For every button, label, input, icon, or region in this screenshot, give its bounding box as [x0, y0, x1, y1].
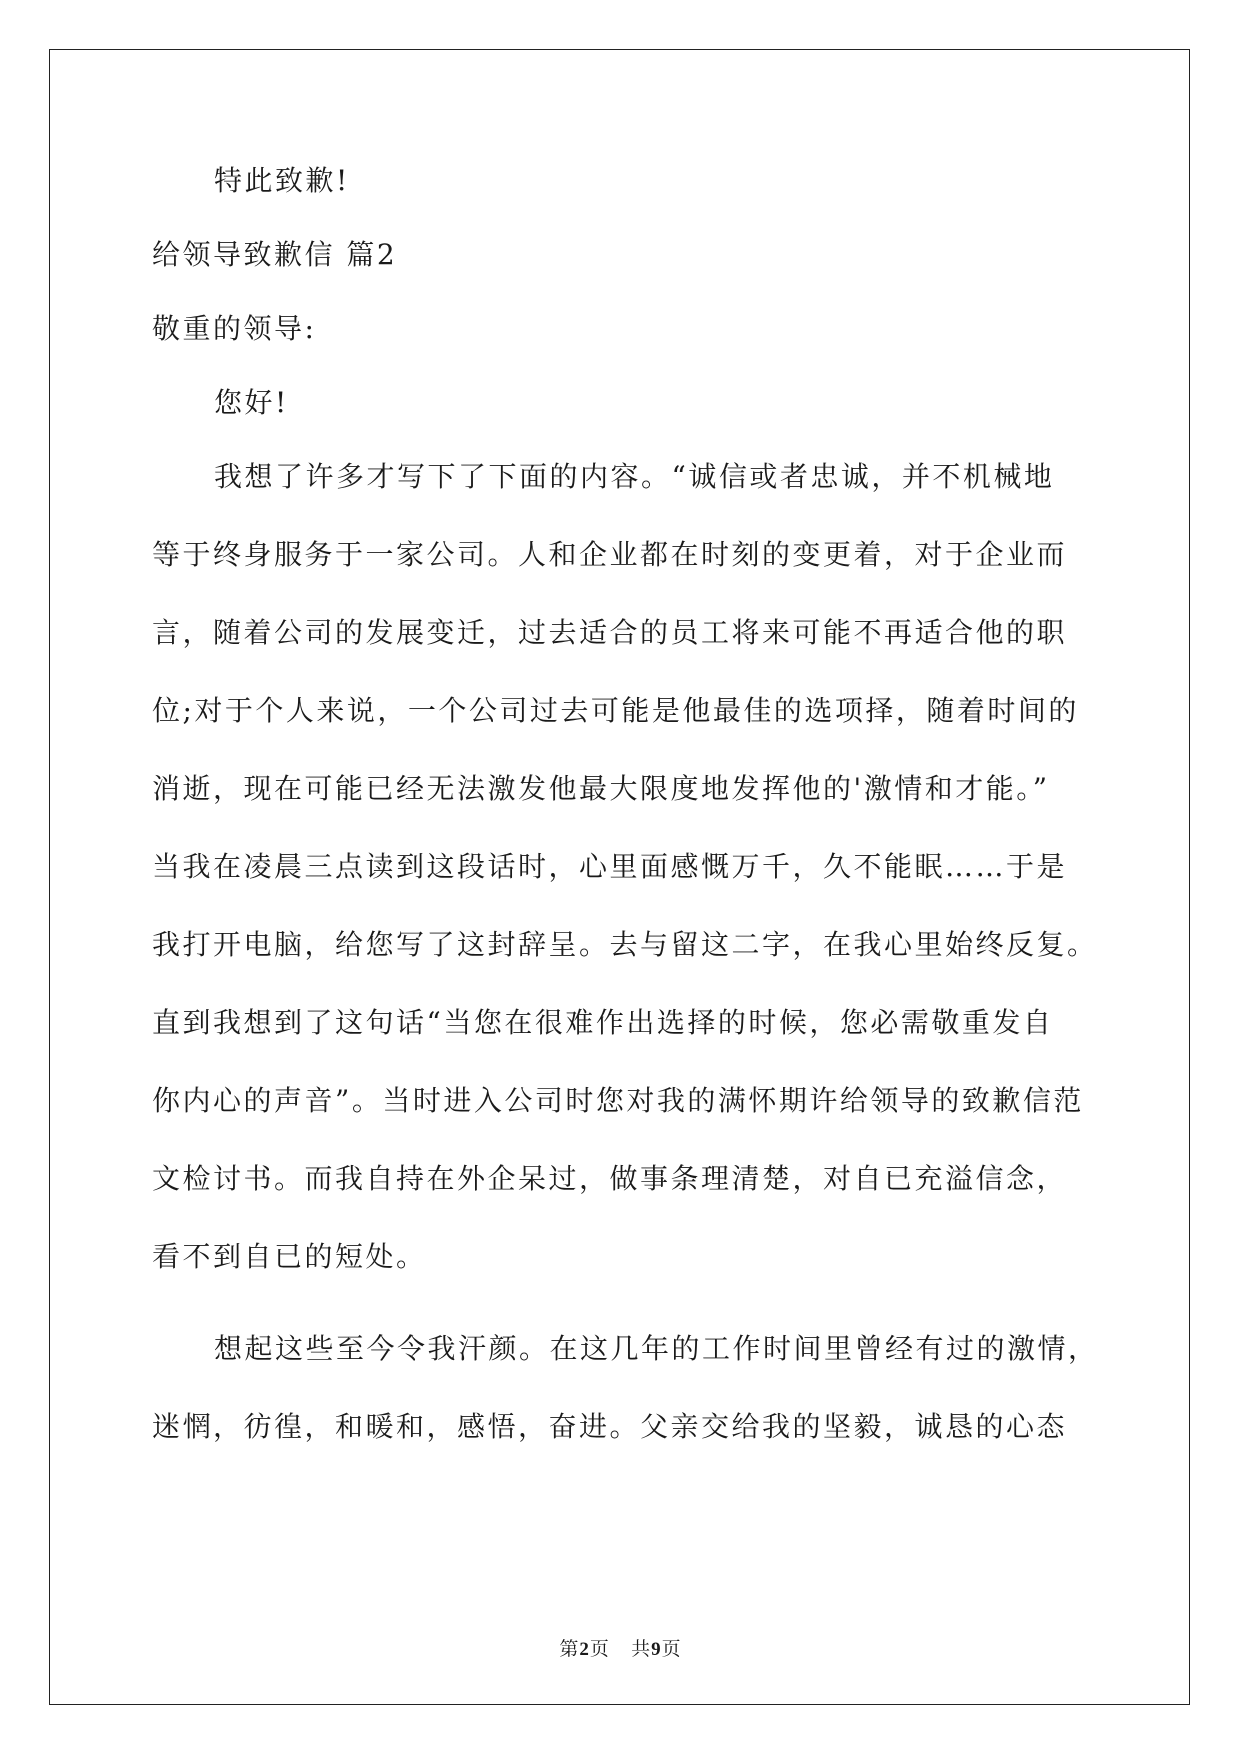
paragraph-line: 想起这些至今令我汗颜。在这几年的工作时间里曾经有过的激情，	[214, 1332, 1099, 1365]
paragraph-line: 当我在凌晨三点读到这段话时，心里面感慨万千，久不能眠……于是	[152, 850, 1068, 883]
paragraph-line: 看不到自已的短处。	[152, 1240, 427, 1273]
page-number: 2	[579, 1639, 590, 1660]
paragraph-line: 直到我想到了这句话“当您在很难作出选择的时候，您必需敬重发自	[152, 1006, 1054, 1039]
footer-page-unit: 页	[589, 1638, 610, 1660]
total-pages: 9	[651, 1639, 662, 1660]
closing-line: 特此致歉!	[214, 164, 350, 197]
paragraph-2	[152, 1318, 1099, 1458]
paragraph-line: 迷惘，彷徨，和暖和，感悟，奋进。父亲交给我的坚毅，诚恳的心态	[152, 1410, 1068, 1443]
paragraph-line: 我打开电脑，给您写了这封辞呈。去与留这二字，在我心里始终反复。	[152, 928, 1098, 961]
paragraph-line: 文检讨书。而我自持在外企呆过，做事条理清楚，对自已充溢信念，	[152, 1162, 1068, 1195]
paragraph-line: 你内心的声音”。当时进入公司时您对我的满怀期许给领导的致歉信范	[152, 1084, 1084, 1117]
letter-heading: 给领导致歉信 篇2	[152, 238, 398, 271]
page-footer	[0, 1634, 1241, 1661]
paragraph-line: 位;对于个人来说，一个公司过去可能是他最佳的选项择，随着时间的	[152, 694, 1079, 727]
paragraph-line: 我想了许多才写下了下面的内容。“诚信或者忠诚，并不机械地	[214, 460, 1055, 493]
paragraph-1	[152, 446, 1098, 1288]
footer-total-unit: 页	[661, 1638, 682, 1660]
paragraph-line: 言，随着公司的发展变迁，过去适合的员工将来可能不再适合他的职	[152, 616, 1068, 649]
footer-prefix: 第	[559, 1638, 580, 1660]
paragraph-line: 等于终身服务于一家公司。人和企业都在时刻的变更着，对于企业而	[152, 538, 1068, 571]
paragraph-line: 消逝，现在可能已经无法激发他最大限度地发挥他的'激情和才能。”	[152, 772, 1050, 805]
footer-total-prefix: 共	[631, 1638, 652, 1660]
document-body	[152, 150, 1099, 1458]
salutation: 敬重的领导:	[152, 312, 317, 345]
greeting: 您好!	[214, 386, 289, 419]
